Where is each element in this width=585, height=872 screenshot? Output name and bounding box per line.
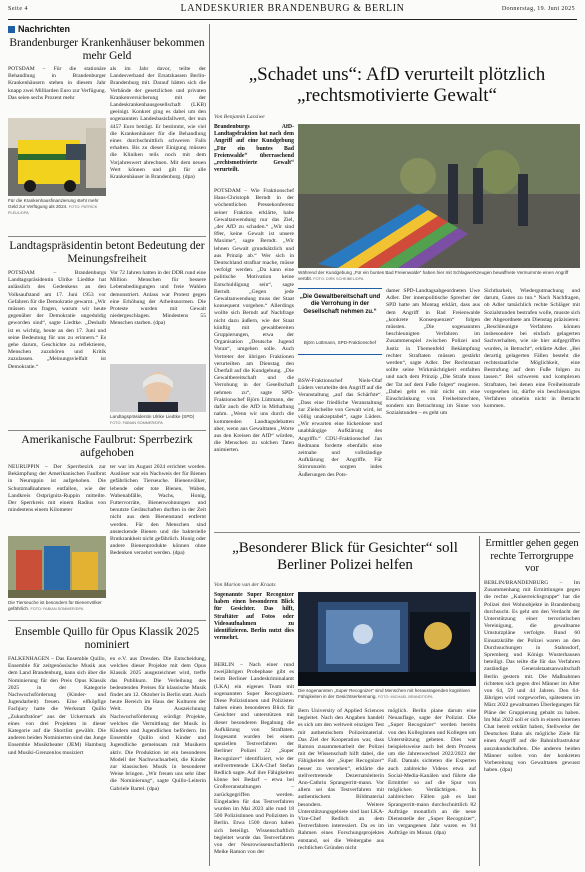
main-col3: damer SPD-Landtagsabgeordneten Uwe Adler. Der innenpolitische Sprecher der SPD hatte am Montag erklärt, dass aus dem Angriff in Bad Freienwalde „konkrete Konsequenzen“ folgen müssten. „Die sogenannten beschleunigten Verfahren im Zusammenspiel zwischen Polizei und Justiz in Themenfeld Bekämpfung rechter Straftaten müssen gestärkt werden“, sagte Adler. Der Rechtsstaat sollte seine Wirkmächtigkeit entfalten und nach dem Prinzip „Die Strafe muss der Tat auf dem Fuße folgen“ reagieren. „Dabei geht es mir nicht um eine Einschränkung von Freiheitsrechten, sondern um Betrachtung im Sinne von Sozialstunden – es geht um [386, 288, 480, 417]
article-landtag-col1: POTSDAM – Brandenburgs Landtagspräsidentin Ulrike Liedtke hat anlässlich des Gedenkens an den Volksaufstand am 17. Juni 1953 vor Gefahren für die Demokratie gewarnt. „Wir müssen uns fragen, warum wir heute gegenüber der Demokratie ungeduldig geworden sind“, sagte Liedtke. „Deshalb ist es wichtig, heute an den 17. Juni und seine Bedeutung für uns zu erinnern.“ Es gehe darum, Geschichte zu reflektieren, Menschen zuzuhören und Kritik zuzulassen. „Meinungsvielfalt ist Demokratie.“ [8, 270, 106, 370]
caption-text: Während der Kundgebung „Für ein buntes Bad Freienwalde“ haben hier mit Schlagwerkzeugen bewaffnete Vermummte einen Angriff verübt. [298, 270, 569, 281]
header-rule [8, 19, 577, 20]
photo-credit: FOTO: FABIAN SOMMER/DPA [110, 420, 163, 425]
article-landtag-col2: Vor 72 Jahren hatten in der DDR rund eine Million Menschen für bessere Lebensbedingungen und freie Wahlen demonstriert. Anlass war Protest gegen eine Erhöhung der Arbeitsnormen. Die Proteste wurden mit Gewalt niedergeschlagen. Mindestens 55 Menschen starben. (dpa) [110, 270, 206, 327]
photo-credit: FOTO: FABIAN SOMMER/DPA [30, 606, 84, 611]
page-header [0, 0, 585, 20]
quote-attribution: Björn Lüttmann, SPD-Fraktionschef [303, 340, 377, 345]
photo-caption-faulbrut [8, 600, 106, 612]
photo-credit: FOTO: PATRICK PLEUL/DPA [8, 204, 98, 216]
portrait-photo [110, 364, 206, 412]
ambulance-photo [8, 118, 106, 196]
photo-caption-landtag [110, 414, 206, 426]
quote-rule [298, 354, 382, 355]
caption-text: Landtagspräsidentin Ulrike Liedtke (SPD) [110, 414, 195, 419]
police-lead: Sogenannte Super Recognizer haben einen besonderen Blick für Gesichter. Das hilft, Straftäter auf Fotos oder Videoaufnahmen zu identifizieren. Berlin nutzt dies vermehrt. [214, 592, 294, 642]
article-faulbrut-col2: ter war im August 2024 errichtet worden. Auslöser war ein Nachweis der für Bienen gefährlichen Tierseuche. Bienenvölker, lebende oder tote Bienen, Waben, Wabenabfälle, Wachs, Honig, Futtervorräte, Bienenwohnungen und benutzte Gerätschaften durften in der Zeit nicht aus dem Bienenstand entfernt werden. Für den Menschen sind ansteckende Bienen und die bakterielle Brutkrankheit nicht gefährlich. Honig oder andere Bienenprodukte können ohne Bedenken verzehrt werden. (dpa) [110, 464, 206, 557]
caption-text: Für die Krankenhausfinanzierung steht mehr Geld zur Verfügung als 2024. [8, 198, 99, 209]
kundgebung-photo [298, 124, 580, 268]
main-byline: Von Benjamin Lassiwe [214, 114, 265, 120]
issue-date: Donnerstag, 19. Juni 2025 [501, 6, 575, 12]
photo-caption-recognizer [298, 688, 476, 700]
headline-landtag: Landtagspräsidentin betont Bedeutung der Meinungsfreiheit [9, 240, 205, 265]
article-faulbrut-col1: NEURUPPIN – Der Sperrbezirk zur Bekämpfung der Amerikanischen Faulbrut in Neuruppin ist aufgehoben. Die Schutzmaßnahmen entfallen, wie der Landkreis Ostprignitz-Ruppin mitteilte. Der Sperrkreis mit einem Radius von mindestens einem Kilometer [8, 464, 106, 514]
article-krankenhaus-col1: POTSDAM – Für die stationäre Behandlung in Brandenburger Krankenhäusern stehen in diesem Jahr knapp zwei Milliarden Euro zur Verfügung. Das seien sechs Prozent mehr [8, 66, 106, 101]
recognizer-photo [298, 592, 476, 686]
quote-text: „Die Gewaltbereitschaft und die Verrohung in der Gesellschaft nehmen zu.“ [299, 294, 381, 315]
column-rule [479, 536, 480, 866]
main-col4: Sichtbarkeit, Wiedergutmachung und darum, Gutes zu tun.“ Nach Nachfragen, ob Adler tatsächlich rechte Schläger mit Sozialstunden bestrafen wolle, musste sich der Abgeordnete am Dienstag präzisieren: „Beschleunigte Verfahren können insbesondere bei einfach gelagerten Sachverhalten, wie sie hier aufgegriffen wurden, in Betracht“, erklärte Adler. „Bei derartig gelagerten Fällen besteht die rechtsstaatliche Möglichkeit, eine Bestrafung auf dem Fuße folgen zu lassen.“ Bei schweren und komplexen Straftaten, bei denen eine Freiheitsstrafe vorgesehen ist, dürfte ein beschleunigtes Verfahren ohnehin nicht in Betracht kommen. [484, 288, 580, 410]
headline-quillo: Ensemble Quillo für Opus Klassik 2025 nominiert [14, 626, 200, 651]
divider [214, 532, 580, 533]
divider [8, 620, 206, 621]
section-square-icon [8, 26, 15, 33]
divider [8, 236, 206, 237]
caption-text: Die Tierseuche ist besonders für Bienenvölker gefährlich. [8, 600, 102, 611]
police-col3: möglich. Berlin plane darum eine Neuauflage, sagte der Polizist. Die „Super Recognizer“ werden bereits von den Kolleginnen und Kollegen um Unterstützung gebeten. Dies war beispielsweise auch bei dem Prozess um die Jahreswechsel 2022/2023 der Fall. Damals sichteten die Experten auch zahlreiche Videos etwa auf Social-Media-Kanälen und führte die Ermittler so auf die Spur von möglichen Verdächtigen. In zahlreichen Fällen gab es laut Sprangerritt-mann durchschnittlich 82 Aufträge monatlich an die neue Dienststelle der „Super Recognizer“, im vergangenen Jahr waren es 94 Aufträge im Monat. (dpa) [388, 708, 476, 837]
main-col1: POTSDAM – Wie Fraktionschef Hans-Christoph Berndt in der wöchentlichen Pressekonferenz seiner Fraktion erklärte, habe Gewaltanwendung nur das Ziel, „der AfD zu schaden.“ „Wir sind 89er, keine Gewalt ist unsere Maxime“, sagte Berndt. „Wir lehnen Gewalt grundsätzlich und aus Prinzip ab.“ Wer sich in Deutschland strafbar mache, müsse verfolgt werden. „Da kann eine politische Motivation keine Entschuldigung sein“, sagte Berndt. „Gegen jede Gewaltanwendung muss der Staat konsequent vorgehen.“ Allerdings wollte sich Berndt auf Nachfrage nicht dazu äußern, wie der Staat künftig mit gewaltbereiten Gruppierungen, etwa der Organisation „Deutsche Jugend Voran“, umgehen solle. Auch Vertreter der übrigen Fraktionen verurteilten am Dienstag den Überfall auf die Kundgebung. „Die Gewaltbereitschaft und die Verrohung in der Gesellschaft nehmen zu“, sagte SPD-Fraktionschef Björn Lüttmann, der dafür auch die AfD in Mithaftung nahm. „Wenn wir uns durch die kommenden Landtagsdebatten aber, wenn aus Gewalttaten „Worte aus den Kreisen der AfD“ würden, die Menschen zu solchen Taten animierten. [214, 188, 294, 454]
terror-body: BERLIN/BRANDENBURG – Im Zusammenhang mit Ermittlungen gegen die rechte „Kaiserreichsgruppe“ hat die Polizei drei Wohnobjekte in Brandenburg durchsucht. Es geht um den Verdacht der Unterstützung einer terroristischen Vereinigung, die gewaltsame Umsturzpläne verfolgte. Rund 60 Einsatzkräfte der Polizei waren an den Durchsuchungen in Stahnsdorf, Spremberg und Königs Wusterhausen beteiligt. Das teilte die für das Verfahren zuständige Generalstaatsanwaltschaft Berlin gestern mit. Die Maßnahmen richteten sich gegen drei Männer im Alter von 64, 59 und 44 Jahren. Den 64-Jährigen wird vorgeworfen, spätestens im März 2022 gewaltsamen Überlegungen für Pläne der Gruppierung gehabt zu haben. Im Mai 2022 soll er sich in einem internen Chat bereit erklärt haben, Stellwerke der Deutschen Bahn als mögliche Ziele für einen Angriff auf die Bahninfrastruktur auszukundschaften. Die anderen beiden Männer sollen von der konkreten Vorbereitung von Gewalttaten gewusst haben. (dpa) [484, 580, 580, 774]
police-headline: „Besonderer Blick für Gesichter“ soll Berliner Polizei helfen [232, 540, 458, 573]
page-number: Seite 4 [8, 6, 28, 12]
quote-rule [298, 288, 382, 289]
section-tag [8, 24, 70, 34]
beehive-photo [8, 536, 106, 598]
terror-headline: Ermittler gehen gegen rechte Terrorgruppe vor [485, 538, 579, 574]
divider [8, 430, 206, 431]
headline-faulbrut: Amerikanische Faulbrut: Sperrbezirk aufgehoben [21, 434, 193, 459]
photo-credit: FOTO: MICHAEL BRANDT/DPA [377, 694, 433, 699]
pull-quote [298, 288, 382, 374]
headline-krankenhaus: Brandenburger Krankenhäuser bekommen mehr Geld [9, 37, 205, 62]
main-headline: „Schadet uns“: AfD verurteilt plötzlich „rechtsmotivierte Gewalt“ [248, 64, 546, 106]
article-krankenhaus-col2: als im Jahr davor, teilte der Landesverband der Ersatzkassen Berlin-Brandenburg mit. Darauf hätten sich die Verbände der gesetzlichen und privaten Krankenversicherung mit der Landeskrankenhausgesellschaft (LKB) geeinigt. Konkret ging es dabei um den sogenannten Landesbasisfallwert, der nun 4457 Euro beträgt. Er bestimmt, wie viel die Krankenhäuser für die Behandlung eines durchschnittlich schweren Falls erhalten. Bis zu dieser Einigung müssen die Kliniken teils noch mit dem Vorjahreswert abrechnen. Mit dem neuen Wert können und gilt für alle Krankenhäuser in Brandenburg. (dpa) [110, 66, 206, 181]
police-col1: BERLIN – Nach einer rund zweijährigen Probephase gibt es beim Berliner Landeskriminalamt (LKA) ein eigenes Team mit sogenannten Super Recognizern. Diese Polizistinnen und Polizisten haben einen besonderen Blick für Gesichter und unterstützen mit dieser besonderen Begabung die Aufklärung von Straftaten. Insgesamt wurden bei einem speziellen Testverfahren der Berliner Polizei 22 „Super Recognizer“ identifiziert, wie der stellvertretende LKA-Chef Stefan Redlich sagte. Auf ihre Fähigkeiten könne bei Bedarf – etwa bei Großveranstaltungen – zurückgegriffen werden. Eingeladen für das Testverfahren wurden im Mai 2023 alle rund 18 500 Polizistinnen und Polizisten in Berlin. Etwa 1500 davon haben sich beteiligt. Wissenschaftlich begleitet wurde das Testverfahren von der Neurowissenschaftlerin Meike Ramon von der [214, 662, 294, 856]
newspaper-title: LANDESKURIER BRANDENBURG & BERLIN [180, 3, 405, 14]
column-rule [209, 24, 210, 866]
main-col2: BSW-Fraktionschef Niels-Olaf Lüders verurteilte den Angriff auf die Veranstaltung „auf das Schärfste“. „Dass eine friedliche Veranstaltung zur Zielscheibe von Gewalt wird, ist völlig unakzeptabel“, sagte Lüders. „Wir erwarten eine lückenlose und unabhängige Aufklärung des Angriffs.“ CDU-Fraktionschef Jan Redmann forderte ebenfalls eine zeitnahe und vollständige Aufklärung der Angriffe. Für Stirnrunzeln sorgten indes Äußerungen des Pots- [298, 378, 382, 478]
police-byline: Von Marion van der Kraats [214, 582, 276, 588]
article-quillo-col1: FALKENHAGEN – Das Ensemble Quillo, Ensemble für zeitgenössische Musik aus dem Land Brandenburg, kann sich über die Nominierung für den Preis Opus Klassik 2025 in der Kategorie Nachwuchsförderung (Kinder- und Jugendarbeit) freuen. Eine elfköpfige Fachjury hatte die Werkstatt Quillo „Zukunftstöne“ aus der Uckermark als eines von drei Projekten in dieser Kategorie auf die Shortlist gewählt. Die anderen beiden Nominierten sind das Junge Ensemble Musiktheater (JEM) Hamburg und Musiki-Grenzenlos musiziert [8, 656, 106, 756]
photo-credit: FOTO: DIRK SCHEIBEL/DPA [313, 276, 364, 281]
photo-caption-kundgebung [298, 270, 580, 282]
section-tag-label: Nachrichten [18, 24, 71, 34]
main-lead: Brandenburgs AfD-Landtagsfraktion hat nach dem Angriff auf eine Kundgebung „Für ein buntes Bad Freienwalde“ überraschend „rechtsmotivierte Gewalt“ verurteilt. [214, 124, 294, 174]
photo-caption-krankenhaus [8, 198, 106, 217]
caption-text: Die sogenannten „Super Recognizer“ sind Menschen mit herausragenden kognitiven Fähigkeiten in der Gesichtserkennung. [298, 688, 471, 699]
police-col2: Bern University of Applied Sciences begleitet. Nach den Angaben handelt es sich um den weltweit einzigen Test mit authentischem Polizeimaterial. Das Ziel der Kooperation war, dass Ramon zusammenarbeit der Polizei mit der Wissenschaft hilft dabei, die Fähigkeiten der „Super Recognizer“ besser zu verstehen“, erklärte die stellvertretende Dezernatsleiterin Ann-Cathrin Sprangerritt-mann. Vor allem sei das Testverfahren mit authentischem Bildmaterial besonders. Weitere Unterstützungsgebiete sind laut LKA-Vize-Chef Redlich an dem Testverfahren interessiert. Da es im Rahmen eines Forschungsprojektes entstand, sei die Weitergabe aus rechtlichen Gründen nicht [298, 708, 384, 851]
article-quillo-col2: en e.V. aus Dresden. Die Entscheidung, welches dieser Projekte mit dem Opus Klassik 2025 ausgezeichnet wird, treffe das Publikum. Die Verleihung des bedeutenden Preises für klassische Musik findet am 12. Oktober in Berlin statt. Auch heute Bereich im Haus der Kulturen der Welt. Die Auszeichnung Nachwuchsförderung würdigt Projekte, welches die Vermittlung der Musik in Kindern und Jugendlichen befördern. Im Ensemble Quillo sind Kinder und Jugendliche gemeinsam mit Musikern aktiv. Die Produktion ist ein besonderes Modell der Nachwuchsarbeit, die Kinder zur klassischen Musik in besonderer Weise bringen. „Wir freuen uns sehr über die Nominierung“, sagte Quillo-Leiterin Gabriele Bartel. (dpa) [110, 656, 206, 792]
